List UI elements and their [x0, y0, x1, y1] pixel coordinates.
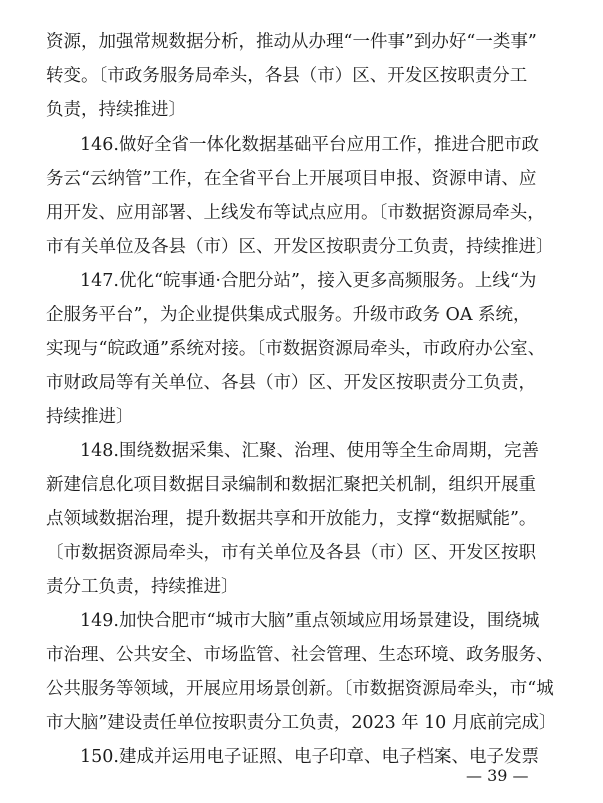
text-line: 〔市数据资源局牵头，市有关单位及各县（市）区、开发区按职	[46, 543, 536, 563]
text-line: 转变。〔市政务服务局牵头，各县（市）区、开发区按职责分工	[46, 66, 528, 86]
text-line: 公共服务等领域，开展应用场景创新。〔市数据资源局牵头，市“城	[46, 679, 554, 699]
text-line: 企服务平台”，为企业提供集成式服务。升级市政务 OA 系统，	[46, 305, 531, 325]
text-line: 责分工负责，持续推进〕	[46, 577, 239, 597]
text-line: 实现与“皖政通”系统对接。〔市数据资源局牵头，市政府办公室、	[46, 339, 546, 359]
text-line: 用开发、应用部署、上线发布等试点应用。〔市数据资源局牵头，	[46, 203, 545, 223]
item-149-heading-line: 149.加快合肥市“城市大脑”重点领域应用场景建设，围绕城	[80, 611, 540, 631]
text-line: 点领域数据治理，提升数据共享和开放能力，支撑“数据赋能”。	[46, 509, 537, 529]
item-147-heading-line: 147.优化“皖事通·合肥分站”，接入更多高频服务。上线“为	[80, 271, 537, 291]
item-150-heading-line: 150.建成并运用电子证照、电子印章、电子档案、电子发票	[80, 747, 539, 767]
text-line: 市大脑”建设责任单位按职责分工负责，2023 年 10 月底前完成〕	[46, 713, 557, 733]
page-number: — 39 —	[466, 766, 529, 785]
item-146-heading-line: 146.做好全省一体化数据基础平台应用工作，推进合肥市政	[80, 135, 539, 155]
text-line: 持续推进〕	[46, 407, 134, 427]
text-line: 负责，持续推进〕	[46, 100, 186, 120]
text-line: 市财政局等有关单位、各县（市）区、开发区按职责分工负责，	[46, 373, 536, 393]
text-line: 资源，加强常规数据分析，推动从办理“一件事”到办好“一类事”	[46, 32, 537, 52]
text-line: 市有关单位及各县（市）区、开发区按职责分工负责，持续推进〕	[46, 237, 554, 257]
text-line: 市治理、公共安全、市场监管、社会管理、生态环境、政务服务、	[46, 645, 554, 665]
text-line: 务云“云纳管”工作，在全省平台上开展项目申报、资源申请、应	[46, 169, 537, 189]
text-line: 新建信息化项目数据目录编制和数据汇聚把关机制，组织开展重	[46, 475, 536, 495]
item-148-heading-line: 148.围绕数据采集、汇聚、治理、使用等全生命周期，完善	[80, 441, 539, 461]
